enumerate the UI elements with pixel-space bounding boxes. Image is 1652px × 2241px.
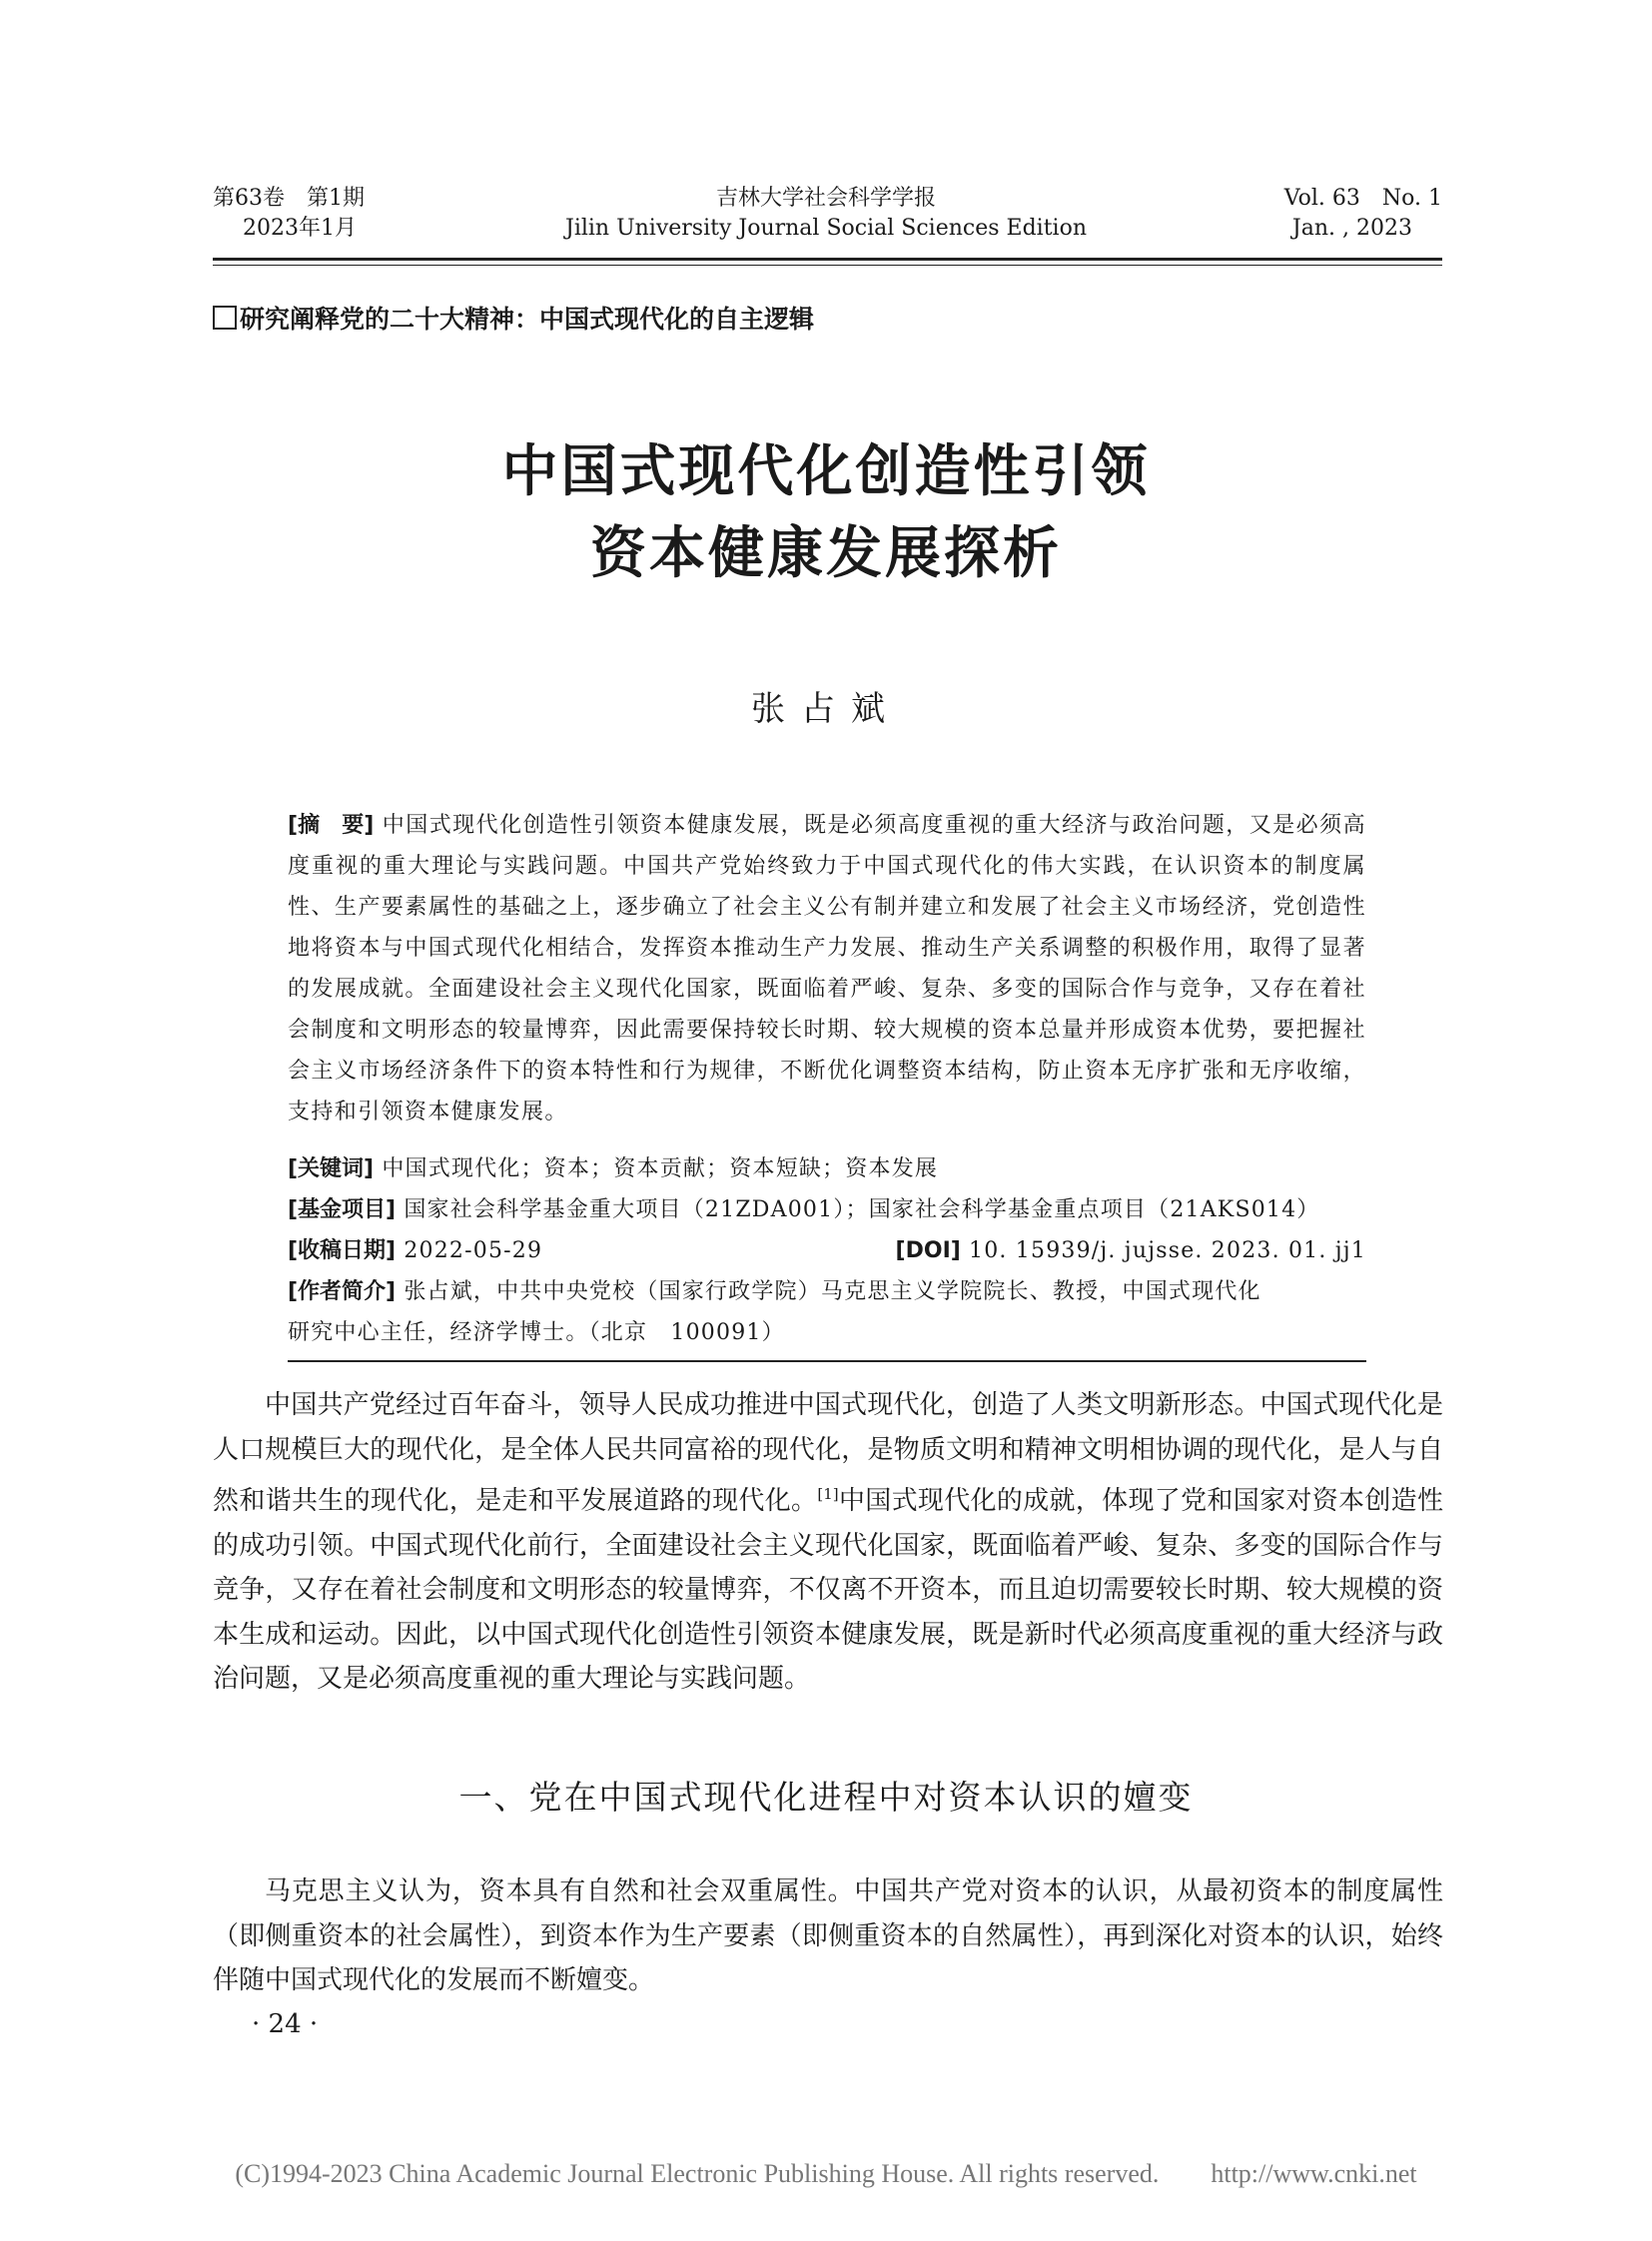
title-line-1: 中国式现代化创造性引领 xyxy=(501,439,1151,504)
received-doi-row xyxy=(288,1230,1366,1271)
header-rule-thick xyxy=(213,258,1442,261)
copyright-footer: (C)1994-2023 China Academic Journal Electronic Publishing House. All rights reserved. http://www.cnki.net xyxy=(235,2159,1417,2188)
vol-no-en: Vol. 63 No. 1 xyxy=(1283,186,1442,211)
abstract xyxy=(288,805,1366,1132)
doi-text: 10. 15939/j. jujsse. 2023. 01. jj1 xyxy=(969,1238,1366,1263)
funding-label: [基金项目] xyxy=(288,1197,397,1222)
body-paragraph-1 xyxy=(213,1383,1443,1702)
body-paragraph-2 xyxy=(213,1869,1443,2003)
body-para1-b: 中国式现代化的成就，体现了党和国家对资本创造性的成功引领。中国式现代化前行，全面建设社会主义现代化国家，既面临着严峻、复杂、多变的国际合作与竞争，又存在着社会制度和文明形态的较量博弈，不仅离不开资本，而且迫切需要较长时期、较大规模的资本生成和运动。因此，以中国式现代化创造性引领资本健康发展，既是新时代必须高度重视的重大经济与政治问题，又是必须高度重视的重大理论与实践问题。 xyxy=(213,1486,1443,1694)
citation-ref: [1] xyxy=(817,1485,839,1503)
author-info-line-2: 研究中心主任，经济学博士。（北京 100091） xyxy=(288,1320,785,1345)
body-para2: 马克思主义认为，资本具有自然和社会双重属性。中国共产党对资本的认识，从最初资本的制度属性（即侧重资本的社会属性），到资本作为生产要素（即侧重资本的自然属性），再到深化对资本的认识，始终伴随中国式现代化的发展而不断嬗变。 xyxy=(213,1876,1443,1995)
abstract-rule xyxy=(288,1360,1366,1362)
title-line-2: 资本健康发展探析 xyxy=(590,521,1062,586)
header-vol-block xyxy=(1284,184,1442,244)
journal-name-en: Jilin University Journal Social Sciences Edition xyxy=(565,216,1087,241)
keywords xyxy=(288,1148,1366,1189)
page-number: · 24 · xyxy=(252,2009,319,2039)
doi xyxy=(896,1230,1366,1271)
issue-date-cn: 2023年1月 xyxy=(243,216,357,241)
volume-issue: 第63卷 第1期 xyxy=(213,186,365,211)
body-para1-a: 中国共产党经过百年奋斗，领导人民成功推进中国式现代化，创造了人类文明新形态。中国式现代化是人口规模巨大的现代化，是全体人民共同富裕的现代化，是物质文明和精神文明相协调的现代化，是人与自然和谐共生的现代化，是走和平发展道路的现代化。 xyxy=(213,1390,1443,1516)
author-info-label: [作者简介] xyxy=(288,1279,397,1304)
column-label xyxy=(213,300,814,336)
header-rule-thin xyxy=(213,265,1442,266)
keywords-label: [关键词] xyxy=(288,1156,375,1181)
received-text: 2022-05-29 xyxy=(404,1238,543,1263)
column-label-text: 研究阐释党的二十大精神：中国式现代化的自主逻辑 xyxy=(240,305,815,334)
article-title xyxy=(0,431,1652,595)
doi-label: [DOI] xyxy=(895,1238,961,1263)
received-label: [收稿日期] xyxy=(288,1238,397,1263)
abstract-text: 中国式现代化创造性引领资本健康发展，既是必须高度重视的重大经济与政治问题，又是必须高度重视的重大理论与实践问题。中国共产党始终致力于中国式现代化的伟大实践，在认识资本的制度属性、生产要素属性的基础之上，逐步确立了社会主义公有制并建立和发展了社会主义市场经济，党创造性地将资本与中国式现代化相结合，发挥资本推动生产力发展、推动生产关系调整的积极作用，取得了显著的发展成就。全面建设社会主义现代化国家，既面临着严峻、复杂、多变的国际合作与竞争，又存在着社会制度和文明形态的较量博弈，因此需要保持较长时期、较大规模的资本总量并形成资本优势，要把握社会主义市场经济条件下的资本特性和行为规律，不断优化调整资本结构，防止资本无序扩张和无序收缩，支持和引领资本健康发展。 xyxy=(288,813,1366,1124)
funding-text: 国家社会科学基金重大项目（21ZDA001）；国家社会科学基金重点项目（21AKS014） xyxy=(404,1197,1320,1222)
square-box-icon xyxy=(213,306,237,330)
journal-name-cn: 吉林大学社会科学学报 xyxy=(715,186,936,211)
funding xyxy=(288,1189,1366,1230)
abstract-label: [摘 要] xyxy=(288,813,375,838)
author-name: 张占斌 xyxy=(751,689,901,729)
keywords-text: 中国式现代化；资本；资本贡献；资本短缺；资本发展 xyxy=(382,1156,939,1181)
issue-date-en: Jan. , 2023 xyxy=(1291,216,1412,241)
author-info xyxy=(288,1271,1366,1353)
section-heading: 一、党在中国式现代化进程中对资本认识的嬗变 xyxy=(458,1778,1194,1817)
author-info-line-1: 张占斌，中共中央党校（国家行政学院）马克思主义学院院长、教授，中国式现代化 xyxy=(404,1279,1261,1304)
